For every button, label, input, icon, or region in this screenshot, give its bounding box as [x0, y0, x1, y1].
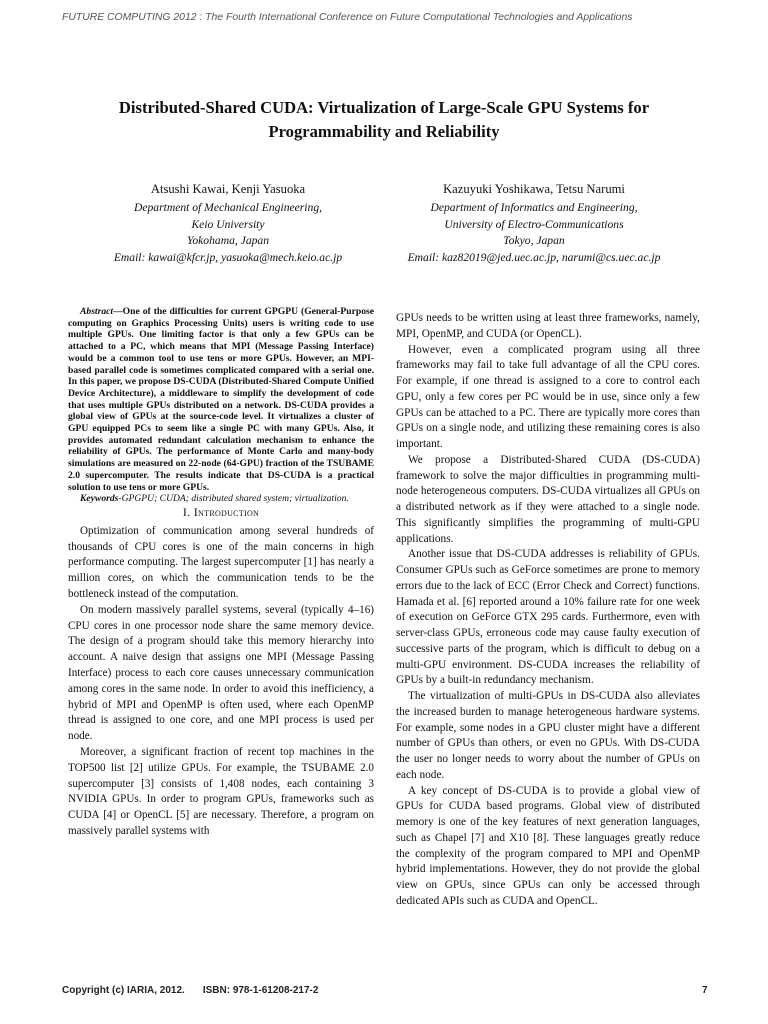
abstract-dash: —	[113, 306, 123, 317]
abstract	[68, 306, 374, 493]
title-line-1: Distributed-Shared CUDA: Virtualization of Large-Scale GPU Systems for	[118, 98, 650, 117]
section-heading-introduction: I. Introduction	[182, 504, 260, 519]
footer-copyright-isbn	[62, 985, 318, 996]
body-paragraph: GPUs needs to be written using at least three frameworks, namely, MPI, OpenMP, and CUDA (or OpenCL).	[396, 312, 700, 340]
body-paragraph: However, even a complicated program using all three frameworks may fail to take full advantage of all the CPU cores. For example, if one thread is assigned to a core to control each GPU, only a few cores per PC would be in use, since only a few GPUs can be attached to a PC. There are typically more cores than GPUs on a single node, and utilizing these remaining cores is also important.	[396, 343, 700, 450]
author-email: Email: kaz82019@jed.uec.ac.jp, narumi@cs.uec.ac.jp	[407, 250, 661, 264]
body-paragraph: Optimization of communication among several hundreds of thousands of CPU cores is one of the main concerns in high performance computing. The largest supercomputer [1] has nearly a million cores, on which the communication tends to be the bottleneck instead of the computation.	[68, 524, 374, 600]
body-paragraph: A key concept of DS-CUDA is to provide a global view of GPUs for CUDA based programs. Global view of distributed memory is one of the key features of next generation languages, such as Chapel [7] and X10 [8]. These languages greatly reduce the complexity of the program compared to MPI and OpenMP hybrid implementations. However, they do not provide the global view on GPUs, since GPUs can only be accessed through dedicated APIs such as CUDA and OpenCL.	[396, 784, 700, 907]
footer-copyright: Copyright (c) IARIA, 2012.	[62, 985, 185, 996]
keywords	[68, 493, 374, 505]
body-paragraph: On modern massively parallel systems, several (typically 4–16) CPU cores in one processor node share the same memory device. The design of a program should take this memory hierarchy into account. A naive design that assigns one MPI (Message Passing Interface) process to each core causes unnecessary communication among cores in the same node. In order to avoid this inefficiency, a hybrid of MPI and OpenMP is often used, where each OpenMP thread is assigned to one core, and one MPI process is used per node.	[68, 603, 374, 743]
running-head: FUTURE COMPUTING 2012 : The Fourth International Conference on Future Computational Technologies and Applications	[62, 12, 633, 23]
abstract-label: Abstract	[80, 306, 114, 317]
footer-isbn: ISBN: 978-1-61208-217-2	[202, 985, 319, 996]
body-paragraph: Another issue that DS-CUDA addresses is reliability of GPUs. Consumer GPUs such as GeForce sometimes are prone to memory errors due to the lack of ECC (Error Check and Correct) functions. Hamada et al. [6] reported around a 10% failure rate for one week of execution on GeForce GTX 295 cards. Furthermore, even with server-class GPUs, erroneous code may cause faulty execution of successive parts of the program, which is difficult to debug on a multi-GPU environment. DS-CUDA increases the reliability of GPUs by a built-in redundancy mechanism.	[396, 548, 700, 687]
left-column	[68, 306, 374, 840]
body-paragraph: The virtualization of multi-GPUs in DS-CUDA also alleviates the increased burden to manage heterogeneous hardware systems. For example, some nodes in a GPU cluster might have a different number of GPUs than others, or even no GPUs. With DS-CUDA the user no longer needs to worry about the number of GPUs on each node.	[396, 690, 700, 781]
author-block-left	[68, 178, 388, 266]
body-paragraph: Moreover, a significant fraction of recent top machines in the TOP500 list [2] utilize GPUs. For example, the TSUBAME 2.0 supercomputer [3] consists of 1,408 nodes, each containing 3 NVIDIA GPUs. In order to program GPUs, frameworks such as CUDA [4] or OpenCL [5] are necessary. Therefore, a program on massively parallel systems with	[68, 745, 374, 837]
author-university: Keio University	[191, 217, 265, 231]
author-email: Email: kawai@kfcr.jp, yasuoka@mech.keio.ac.jp	[113, 250, 343, 264]
author-city: Tokyo, Japan	[503, 234, 565, 247]
author-university: University of Electro-Communications	[444, 217, 624, 231]
paper-title	[60, 96, 708, 144]
author-department: Department of Mechanical Engineering,	[133, 201, 323, 214]
keywords-label: Keywords	[80, 493, 119, 505]
author-names: Kazuyuki Yoshikawa, Tetsu Narumi	[443, 182, 625, 196]
right-column	[396, 311, 700, 910]
author-block-right	[374, 178, 694, 266]
author-city: Yokohama, Japan	[186, 234, 270, 247]
title-line-2: Programmability and Reliability	[268, 122, 500, 141]
page-number: 7	[702, 985, 708, 996]
abstract-text: One of the difficulties for current GPGPU (General-Purpose computing on Graphics Processing Units) users is writing code to use multiple GPUs. One limiting factor is that only a few GPUs can be attached to a PC, which means that MPI (Message Passing Interface) would be a common tool to use tens or more GPUs. However, an MPI-based parallel code is sometimes complicated compared with a serial one. In this paper, we propose DS-CUDA (Distributed-Shared Compute Unified Device Architecture), a middleware to simplify the development of code that uses multiple GPUs distributed on a network. DS-CUDA provides a global view of GPUs at the source-code level. It virtualizes a cluster of GPU equipped PCs to seem like a single PC with many GPUs. Also, it provides automated redundant calculation mechanism to enhance the reliability of GPUs. The performance of Monte Carlo and many-body simulations are measured on 22-node (64-GPU) fraction of the TSUBAME 2.0 supercomputer. The results indicate that DS-CUDA is a practical solution to use tens or more GPUs.	[68, 306, 374, 493]
keywords-text: -GPGPU; CUDA; distributed shared system; virtualization.	[118, 493, 349, 505]
author-department: Department of Informatics and Engineering,	[430, 201, 638, 214]
body-paragraph: We propose a Distributed-Shared CUDA (DS-CUDA) framework to solve the major difficulties in programming multi-node heterogeneous computers. DS-CUDA virtualizes all GPUs on a distributed network as if they were attached to a single node. This significantly simplifies the programming of multi-GPU applications.	[396, 453, 700, 545]
author-names: Atsushi Kawai, Kenji Yasuoka	[150, 182, 306, 196]
